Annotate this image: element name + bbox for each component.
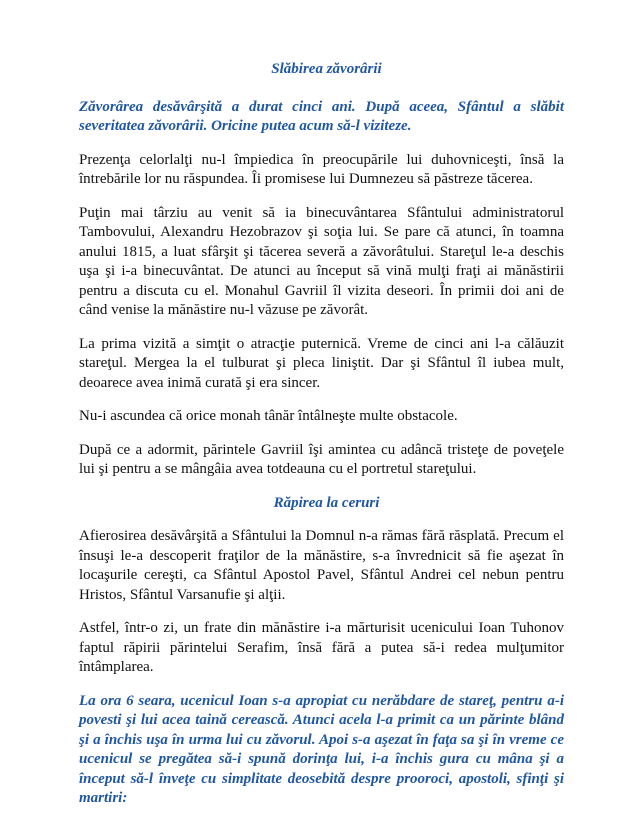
body-paragraph: După ce a adormit, părintele Gavriil îşi amintea cu adâncă tristeţe de poveţele lui şi pentru a se mângâia avea totdeauna cu el portretul stareţului. [79, 441, 564, 477]
closing-paragraph: La ora 6 seara, ucenicul Ioan s-a apropiat cu nerăbdare de stareţ, pentru a-i povesti şi lui acea taină cerească. Atunci acela l-a primit ca un părinte blând şi a închis uşa în urma lui cu zăvorul. Apoi s-a aşezat în faţa sa şi în vreme ce ucenicul se pregătea să-i spună dorinţa lui, i-a închis gura cu mâna şi a început să-l înveţe cu simplitate deosebită despre prooroci, apostoli, sfinţi şi martiri: [79, 692, 564, 806]
body-paragraph: Astfel, într-o zi, un frate din mănăstire i-a mărturisit ucenicului Ioan Tuhonov faptul răpirii părintelui Serafim, însă fără a putea să-i redea mulţumitor întâmplarea. [79, 620, 564, 675]
body-paragraph: Afierosirea desăvârşită a Sfântului la Domnul n-a rămas fără răsplată. Precum el însuşi le-a descoperit fraţilor de la mănăstire, s-a învrednicit să fie aşezat în locaşurile cereşti, ca Sfântul Apostol Pavel, Sfântul Andrei cel nebun pentru Hristos, Sfântul Varsanufie şi alţii. [79, 528, 564, 603]
body-paragraph: La prima vizită a simţit o atracţie puternică. Vreme de cinci ani l-a călăuzit stareţul. Mergea la el tulburat şi pleca liniştit. Dar şi Sfântul îl iubea mult, deoarece avea inimă curată şi era sincer. [79, 335, 564, 391]
document-page [79, 60, 564, 809]
intro-paragraph: Zăvorârea desăvârşită a durat cinci ani. După aceea, Sfântul a slăbit severitatea zăvorârii. Oricine putea acum să-l viziteze. [79, 98, 564, 134]
body-paragraph: Nu-i ascundea că orice monah tânăr întâlneşte multe obstacole. [79, 408, 458, 424]
body-paragraph: Puţin mai târziu au venit să ia binecuvântarea Sfântului administratorul Tambovului, Alexandru Hezobrazov şi soţia lui. Se pare că atunci, în toamna anului 1815, a luat sfârşit şi tăcerea severă a zăvorâtului. Stareţul le-a deschis uşa şi i-a binecuvântat. De atunci au început să vină mulţi fraţi ai mănăstirii pentru a discuta cu el. Monahul Gavriil îl vizita deseori. În primii doi ani de când venise la mănăstire nu-l văzuse pe zăvorât. [79, 204, 564, 318]
section-title: Slăbirea zăvorârii [271, 61, 382, 77]
body-paragraph: Prezenţa celorlalţi nu-l împiedica în preocupările lui duhovniceşti, însă la întrebările lor nu răspundea. Îi promisese lui Dumnezeu să păstreze tăcerea. [79, 151, 564, 187]
section-title: Răpirea la ceruri [273, 494, 380, 511]
